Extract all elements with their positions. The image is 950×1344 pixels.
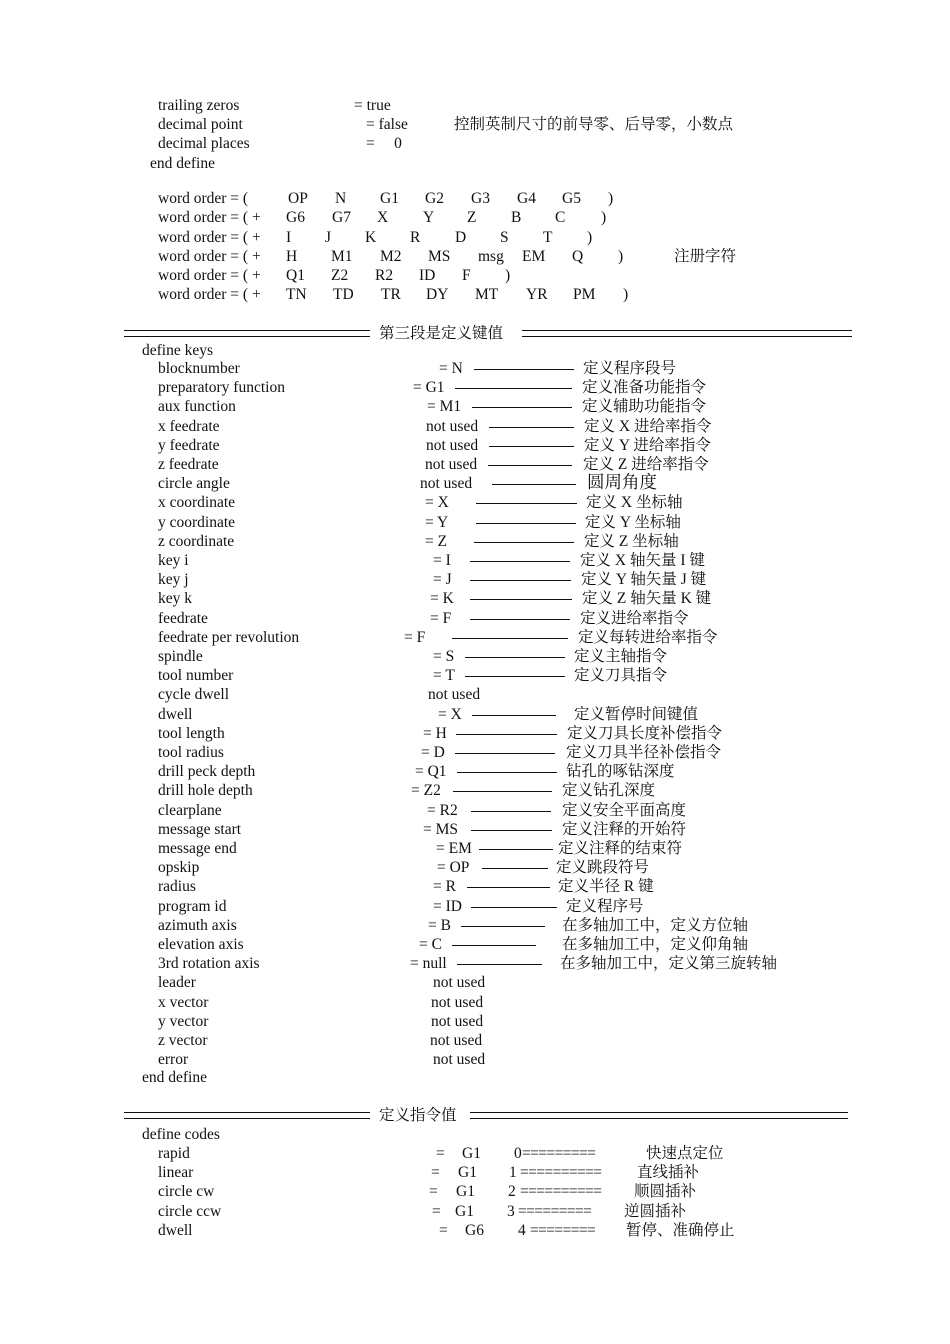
key-name: preparatory function <box>158 379 285 396</box>
word-token: M1 <box>331 248 353 265</box>
word-token: G4 <box>517 190 536 207</box>
code-number: 2 <box>508 1183 516 1200</box>
key-comment: 定义钻孔深度 <box>562 782 656 799</box>
leader-line <box>470 561 570 562</box>
section-4-title: 定义指令值 <box>379 1107 457 1124</box>
code-name: rapid <box>158 1145 190 1162</box>
word-order-prefix: word order = ( + <box>158 248 261 265</box>
key-name: drill hole depth <box>158 782 253 799</box>
separator-rule-right <box>470 1112 848 1113</box>
code-equals: = <box>429 1183 438 1200</box>
decimal-places-name: decimal places <box>158 135 250 152</box>
separator-rule-left <box>124 1118 370 1119</box>
leader-line <box>457 964 542 965</box>
code-equals: = <box>432 1203 441 1220</box>
key-name: azimuth axis <box>158 917 237 934</box>
key-comment: 定义 X 轴矢量 I 键 <box>580 552 705 569</box>
code-number: 1 <box>509 1164 517 1181</box>
key-value: = T <box>433 667 455 684</box>
word-token: Y <box>423 209 435 226</box>
separator-rule-right <box>522 330 852 331</box>
code-equals: = <box>431 1164 440 1181</box>
key-value: not used <box>433 974 486 991</box>
word-token: TD <box>333 286 354 303</box>
code-comment: 逆圆插补 <box>624 1203 687 1220</box>
word-token: Z <box>467 209 477 226</box>
key-name: x vector <box>158 994 209 1011</box>
key-name: z vector <box>158 1032 208 1049</box>
key-comment: 定义注释的结束符 <box>558 840 683 857</box>
word-token: J <box>325 229 332 246</box>
trailing-zeros-value: = true <box>354 97 391 114</box>
code-number: 3 <box>507 1203 515 1220</box>
key-value: = EM <box>436 840 472 857</box>
leader-line <box>455 388 572 389</box>
word-token: DY <box>426 286 449 303</box>
code-name: circle ccw <box>158 1203 222 1220</box>
key-value: not used <box>431 994 484 1011</box>
word-token: K <box>365 229 377 246</box>
key-comment: 钻孔的啄钻深度 <box>566 763 675 780</box>
word-token: MT <box>475 286 499 303</box>
word-token: PM <box>573 286 596 303</box>
key-comment: 在多轴加工中，定义方位轴 <box>562 917 749 934</box>
key-name: radius <box>158 878 196 895</box>
separator-rule-right <box>470 1118 848 1119</box>
decimal-point-name: decimal point <box>158 116 243 133</box>
key-comment: 定义半径 R 键 <box>558 878 654 895</box>
key-value: = Z2 <box>411 782 441 799</box>
key-value: = H <box>423 725 447 742</box>
code-comment: 快速点定位 <box>646 1145 724 1162</box>
leader-line <box>471 907 557 908</box>
key-value: = R2 <box>427 802 458 819</box>
key-value: not used <box>433 1051 486 1068</box>
word-token: Q <box>572 248 584 265</box>
word-token: G5 <box>562 190 581 207</box>
code-g-value: G1 <box>458 1164 477 1181</box>
key-value: = D <box>421 744 445 761</box>
key-name: z coordinate <box>158 533 235 550</box>
key-name: clearplane <box>158 802 222 819</box>
key-value: = Z <box>425 533 448 550</box>
key-name: leader <box>158 974 196 991</box>
word-token: I <box>286 229 292 246</box>
word-token: msg <box>478 248 504 265</box>
word-token: T <box>543 229 553 246</box>
key-name: message start <box>158 821 242 838</box>
word-order-prefix: word order = ( + <box>158 286 261 303</box>
key-value: not used <box>425 456 478 473</box>
key-name: tool length <box>158 725 225 742</box>
word-token: M2 <box>380 248 402 265</box>
key-name: aux function <box>158 398 236 415</box>
leader-line <box>492 484 576 485</box>
word-token: B <box>511 209 522 226</box>
code-g-value: G1 <box>462 1145 481 1162</box>
leader-line <box>471 811 551 812</box>
leader-line <box>489 446 574 447</box>
define-keys-header: define keys <box>142 342 214 359</box>
leader-line <box>476 523 576 524</box>
key-name: feedrate <box>158 610 208 627</box>
key-comment: 定义 X 坐标轴 <box>586 494 683 511</box>
key-comment: 定义刀具半径补偿指令 <box>566 744 722 761</box>
code-arrow: ========= <box>518 1203 592 1220</box>
word-token: ) <box>623 286 629 303</box>
leader-line <box>452 638 568 639</box>
key-comment: 定义准备功能指令 <box>582 379 707 396</box>
key-value: = J <box>433 571 452 588</box>
key-name: circle angle <box>158 475 230 492</box>
leader-line <box>455 753 555 754</box>
key-name: key k <box>158 590 193 607</box>
key-value: = B <box>428 917 451 934</box>
decimal-point-value: = false <box>366 116 408 133</box>
define-codes-header: define codes <box>142 1126 220 1143</box>
word-token: S <box>500 229 509 246</box>
key-value: = F <box>404 629 426 646</box>
leader-line <box>470 619 570 620</box>
leader-line <box>453 791 552 792</box>
key-value: = C <box>419 936 442 953</box>
code-arrow: ======== <box>530 1222 596 1239</box>
word-token: D <box>455 229 467 246</box>
code-equals: = <box>439 1222 448 1239</box>
key-name: tool radius <box>158 744 224 761</box>
key-name: feedrate per revolution <box>158 629 300 646</box>
word-token: H <box>286 248 298 265</box>
leader-line <box>456 734 557 735</box>
leader-line <box>474 542 574 543</box>
leader-line <box>452 945 536 946</box>
separator-rule-right <box>522 336 852 337</box>
key-comment: 定义安全平面高度 <box>562 802 687 819</box>
leader-line <box>472 715 556 716</box>
code-number: 0 <box>514 1145 522 1162</box>
key-value: = K <box>430 590 454 607</box>
end-define-1: end define <box>150 155 215 172</box>
leader-line <box>465 676 565 677</box>
word-token: X <box>377 209 389 226</box>
word-token: N <box>335 190 347 207</box>
key-comment: 定义 Y 进给率指令 <box>584 437 711 454</box>
key-value: = null <box>410 955 447 972</box>
leader-line <box>476 503 577 504</box>
leader-line <box>465 657 565 658</box>
code-name: dwell <box>158 1222 193 1239</box>
word-order-prefix: word order = ( + <box>158 209 261 226</box>
key-name: x feedrate <box>158 418 220 435</box>
key-name: elevation axis <box>158 936 244 953</box>
key-comment: 定义每转进给率指令 <box>578 629 718 646</box>
key-comment: 定义 Y 坐标轴 <box>585 514 681 531</box>
word-order-prefix: word order = ( + <box>158 267 261 284</box>
code-g-value: G1 <box>455 1203 474 1220</box>
key-name: tool number <box>158 667 234 684</box>
key-value: not used <box>428 686 481 703</box>
key-value: = M1 <box>427 398 462 415</box>
separator-rule-left <box>124 336 370 337</box>
key-value: not used <box>431 1013 484 1030</box>
trailing-zeros-name: trailing zeros <box>158 97 240 114</box>
key-value: = N <box>439 360 463 377</box>
word-token: YR <box>526 286 548 303</box>
word-token: EM <box>522 248 546 265</box>
leader-line <box>472 407 572 408</box>
code-comment: 暂停、准确停止 <box>626 1222 735 1239</box>
key-name: error <box>158 1051 189 1068</box>
word-token: R2 <box>375 267 394 284</box>
word-token: OP <box>288 190 308 207</box>
word-token: ) <box>587 229 593 246</box>
key-comment: 定义进给率指令 <box>580 610 689 627</box>
key-comment: 定义注释的开始符 <box>562 821 687 838</box>
key-value: = F <box>430 610 452 627</box>
code-g-value: G6 <box>465 1222 484 1239</box>
code-number: 4 <box>518 1222 526 1239</box>
key-name: 3rd rotation axis <box>158 955 260 972</box>
word-token: Q1 <box>286 267 305 284</box>
word-order-prefix: word order = ( <box>158 190 249 207</box>
word-token: TR <box>381 286 401 303</box>
key-value: = Y <box>425 514 449 531</box>
key-comment: 定义 Z 坐标轴 <box>584 533 679 550</box>
word-token: ID <box>419 267 436 284</box>
key-name: key j <box>158 571 189 588</box>
word-order-prefix: word order = ( + <box>158 229 261 246</box>
key-name: spindle <box>158 648 203 665</box>
word-token: Z2 <box>331 267 349 284</box>
key-comment: 定义程序段号 <box>583 360 677 377</box>
code-g-value: G1 <box>456 1183 475 1200</box>
word-token: R <box>410 229 421 246</box>
leader-line <box>471 830 552 831</box>
word-token: G6 <box>286 209 305 226</box>
code-comment: 直线插补 <box>637 1164 700 1181</box>
key-comment: 在多轴加工中，定义仰角轴 <box>562 936 749 953</box>
key-comment: 定义 Z 进给率指令 <box>583 456 709 473</box>
leader-line <box>457 772 557 773</box>
key-value: = ID <box>433 898 462 915</box>
key-name: y vector <box>158 1013 209 1030</box>
key-name: y feedrate <box>158 437 220 454</box>
key-comment: 定义 X 进给率指令 <box>584 418 712 435</box>
key-name: blocknumber <box>158 360 240 377</box>
key-value: = S <box>433 648 455 665</box>
key-value: not used <box>426 418 479 435</box>
key-value: = X <box>425 494 449 511</box>
leader-line <box>461 926 545 927</box>
key-comment: 定义暂停时间键值 <box>574 706 699 723</box>
key-name: opskip <box>158 859 200 876</box>
key-comment: 定义主轴指令 <box>574 648 668 665</box>
word-token: ) <box>608 190 614 207</box>
leader-line <box>470 599 572 600</box>
decimal-places-value: = 0 <box>366 135 402 152</box>
key-comment: 定义程序号 <box>566 898 644 915</box>
code-arrow: ========== <box>520 1183 602 1200</box>
key-comment: 定义 Y 轴矢量 J 键 <box>581 571 707 588</box>
key-value: not used <box>430 1032 483 1049</box>
leader-line <box>482 868 548 869</box>
leader-line <box>470 580 571 581</box>
leader-line <box>489 427 574 428</box>
code-arrow: ========== <box>520 1164 602 1181</box>
end-define-2: end define <box>142 1069 207 1086</box>
separator-rule-left <box>124 330 370 331</box>
word-token: ) <box>505 267 511 284</box>
key-value: not used <box>426 437 479 454</box>
word-token: F <box>462 267 471 284</box>
word-token: TN <box>286 286 307 303</box>
leader-line <box>479 849 553 850</box>
word-token: G2 <box>425 190 444 207</box>
key-name: key i <box>158 552 189 569</box>
word-token: G3 <box>471 190 490 207</box>
key-value: = G1 <box>413 379 445 396</box>
leader-line <box>474 369 574 370</box>
key-comment: 在多轴加工中，定义第三旋转轴 <box>560 955 778 972</box>
key-name: message end <box>158 840 237 857</box>
key-comment: 定义跳段符号 <box>556 859 650 876</box>
key-value: = Q1 <box>415 763 447 780</box>
separator-rule-left <box>124 1112 370 1113</box>
section-3-title: 第三段是定义键值 <box>379 325 504 342</box>
key-value: = X <box>438 706 462 723</box>
code-name: circle cw <box>158 1183 215 1200</box>
key-value: not used <box>420 475 473 492</box>
code-comment: 顺圆插补 <box>634 1183 697 1200</box>
key-comment: 定义刀具长度补偿指令 <box>567 725 723 742</box>
word-token: G7 <box>332 209 351 226</box>
word-token: ) <box>601 209 607 226</box>
word-order-comment: 注册字符 <box>674 248 737 265</box>
key-name: dwell <box>158 706 193 723</box>
key-value: = OP <box>437 859 470 876</box>
key-value: = MS <box>423 821 459 838</box>
word-token: C <box>555 209 566 226</box>
key-name: drill peck depth <box>158 763 256 780</box>
key-name: x coordinate <box>158 494 236 511</box>
word-token: ) <box>618 248 624 265</box>
key-name: z feedrate <box>158 456 219 473</box>
key-value: = I <box>433 552 451 569</box>
word-token: MS <box>428 248 451 265</box>
key-name: cycle dwell <box>158 686 230 703</box>
key-comment: 定义刀具指令 <box>574 667 668 684</box>
key-name: program id <box>158 898 227 915</box>
key-comment: 圆周角度 <box>587 472 657 492</box>
word-token: G1 <box>380 190 399 207</box>
code-equals: = <box>436 1145 445 1162</box>
decimal-point-comment: 控制英制尺寸的前导零、后导零，小数点 <box>454 116 734 133</box>
leader-line <box>488 465 572 466</box>
key-name: y coordinate <box>158 514 236 531</box>
code-arrow: ========= <box>522 1145 596 1162</box>
key-comment: 定义辅助功能指令 <box>582 398 707 415</box>
key-value: = R <box>433 878 456 895</box>
code-name: linear <box>158 1164 194 1181</box>
key-comment: 定义 Z 轴矢量 K 键 <box>582 590 712 607</box>
leader-line <box>467 887 550 888</box>
